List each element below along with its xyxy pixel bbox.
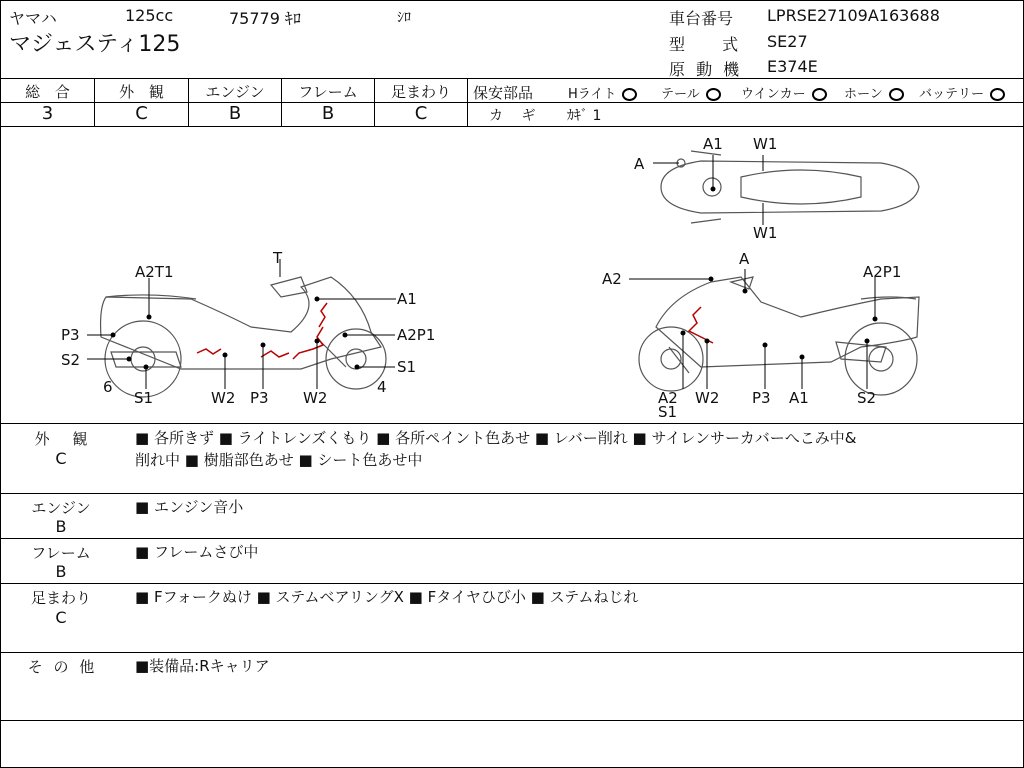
- remark-text-other: ■装備品:Rキャリア: [135, 657, 270, 675]
- grade-label-exterior: 外 観: [119, 83, 164, 101]
- right-view-leaders: [629, 269, 875, 389]
- grade-label-frame: フレーム: [298, 83, 358, 101]
- remark-label-exterior: 外 観: [34, 430, 88, 448]
- remark-text-exterior-1: ■ 各所きず ■ ライトレンズくもり ■ 各所ペイント色あせ ■ レバー削れ ■ サイレンサーカバーへこみ中&: [135, 429, 857, 447]
- right-label-s1: S1: [658, 403, 678, 421]
- remark-label-other: そ の 他: [27, 658, 95, 676]
- ok-circle-icon: [812, 88, 827, 101]
- grade-label-overall: 総 合: [25, 83, 70, 101]
- remark-label-suspension: 足まわり: [30, 589, 91, 607]
- engine-value: E374E: [767, 57, 818, 76]
- remark-text-frame: ■ フレームさび中: [135, 543, 259, 561]
- frame-no-value: LPRSE27109A163688: [767, 6, 940, 25]
- top-label-a: A: [634, 155, 645, 173]
- right-label-w2: W2: [695, 389, 720, 407]
- right-view-scooter: [639, 277, 919, 395]
- right-label-a1: A1: [789, 389, 809, 407]
- safety-item-headlight: Hライト: [568, 83, 637, 102]
- left-view-markers: [111, 297, 360, 370]
- right-label-p3: P3: [752, 389, 771, 407]
- top-label-w1: W1: [753, 135, 778, 153]
- damage-marks-right: [689, 307, 713, 343]
- left-label-a2t1: A2T1: [135, 263, 174, 281]
- left-label-w2: W2: [211, 389, 236, 407]
- top-view-leaders: [653, 155, 763, 225]
- remark-label-engine: エンジン: [31, 499, 91, 517]
- engine-label: 原 動 機: [669, 60, 740, 79]
- right-label-a2-bottom: A2: [658, 389, 678, 407]
- frame-no-label: 車台番号: [669, 9, 734, 28]
- grade-label-engine: エンジン: [205, 83, 265, 101]
- left-label-p3-bottom: P3: [250, 389, 269, 407]
- divider: [1, 538, 1023, 539]
- top-label-w1-bottom: W1: [753, 224, 778, 242]
- top-label-a1: A1: [703, 135, 723, 153]
- remark-text-engine: ■ エンジン音小: [135, 498, 244, 516]
- remark-grade-suspension: C: [55, 608, 67, 627]
- mileage: 75779 ｷﾛ: [229, 9, 301, 28]
- grade-value-engine: B: [228, 103, 242, 124]
- ok-circle-icon: [889, 88, 904, 101]
- grade-value-exterior: C: [135, 103, 148, 124]
- divider: [467, 102, 1023, 103]
- remark-grade-exterior: C: [55, 449, 67, 468]
- divider: [1, 583, 1023, 584]
- left-label-s1-right: S1: [397, 358, 417, 376]
- grade-value-suspension: C: [414, 103, 428, 124]
- left-label-t: T: [273, 249, 283, 267]
- right-view-markers: [681, 277, 878, 360]
- top-view-scooter: [661, 151, 919, 223]
- type-value: SE27: [767, 32, 808, 51]
- safety-label: 保安部品: [473, 84, 534, 102]
- safety-item-winker: ウインカー: [741, 83, 827, 102]
- left-label-4: 4: [377, 378, 387, 396]
- right-label-a2p1: A2P1: [863, 263, 902, 281]
- divider: [1, 493, 1023, 494]
- left-label-w2-bottom: W2: [303, 389, 328, 407]
- safety-item-horn: ホーン: [844, 83, 904, 102]
- marker-dot: [711, 187, 716, 192]
- grade-value-overall: 3: [41, 103, 54, 124]
- right-label-s2: S2: [857, 389, 877, 407]
- displacement: 125cc: [125, 6, 174, 25]
- safety-item-tail: テール: [661, 83, 721, 102]
- left-label-p3: P3: [61, 326, 80, 344]
- motorcycle-damage-diagram: [1, 127, 1023, 423]
- grade-value-frame: B: [321, 103, 335, 124]
- divider: [1, 652, 1023, 653]
- left-label-s1: S1: [134, 389, 154, 407]
- grade-label-suspension: 足まわり: [390, 83, 451, 101]
- maker: ヤマハ: [9, 9, 57, 28]
- remark-text-suspension: ■ Fフォークぬけ ■ ステムベアリングX ■ Fタイヤひび小 ■ ステムねじれ: [135, 588, 639, 606]
- ok-circle-icon: [622, 88, 637, 101]
- ok-circle-icon: [706, 88, 721, 101]
- type-label: 型 式: [669, 35, 739, 54]
- left-label-a2p1: A2P1: [397, 326, 436, 344]
- divider: [1, 720, 1023, 721]
- key-label: カ ギ: [489, 108, 536, 124]
- divider: [1, 78, 1023, 79]
- left-view-scooter: [101, 277, 386, 397]
- remark-label-frame: フレーム: [31, 544, 91, 562]
- remark-text-exterior-2: 削れ中 ■ 樹脂部色あせ ■ シート色あせ中: [135, 451, 423, 469]
- divider: [1, 423, 1023, 424]
- remark-grade-engine: B: [55, 517, 67, 536]
- right-label-a2: A2: [602, 270, 622, 288]
- left-label-s2: S2: [61, 351, 81, 369]
- ok-circle-icon: [990, 88, 1005, 101]
- key-value: ｶｷﾞ 1: [567, 108, 602, 124]
- color: ｼﾛ: [397, 10, 411, 26]
- left-label-6: 6: [103, 378, 113, 396]
- right-label-a: A: [739, 250, 750, 268]
- left-label-a1: A1: [397, 290, 417, 308]
- safety-item-battery: バッテリー: [919, 83, 1005, 102]
- remark-grade-frame: B: [55, 562, 67, 581]
- model-name: マジェスティ125: [9, 32, 181, 57]
